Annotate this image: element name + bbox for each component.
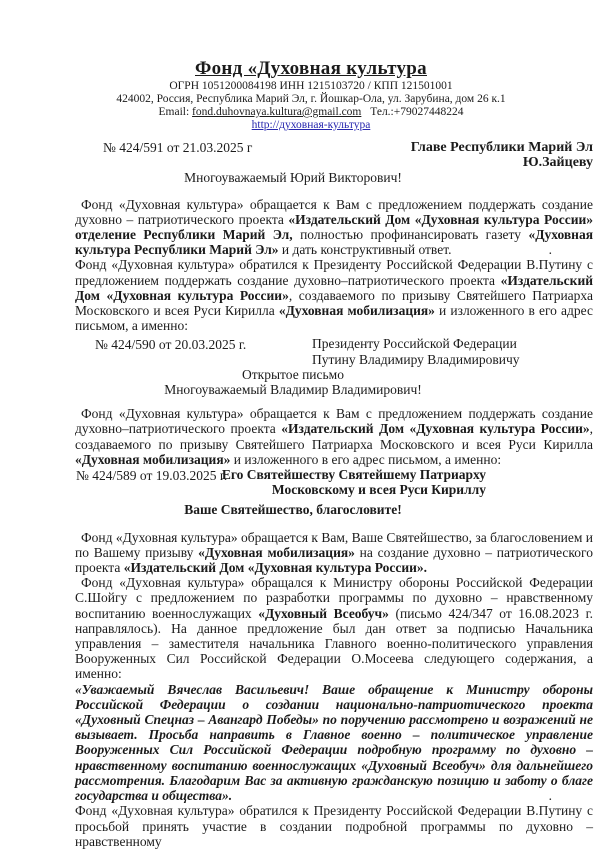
paragraph-4: Фонд «Духовная культура» обращается к Вам, Ваше Святейшество, за благословением и по Вашему призыву «Духовная мобилизация» на создание духовно – патриотического проекта «Издательский Дом «Духовная культура России».	[75, 529, 594, 576]
ref-number-3: № 424/589 от 19.03.2025 г.	[76, 468, 228, 484]
paragraph-1: . Фонд «Духовная культура» обращается к Вам с предложением поддержать создание духовно – патриотического проекта «Издательский Дом «Духовная культура России» отделение Республики Марий Эл, полностью профинансировать газету «Духовная культура Республики Марий Эл» и дать конструктивный ответ.	[75, 196, 593, 258]
paragraph-5: Фонд «Духовная культура» обращался к Министру обороны Российской Федерации С.Шойгу с предложением по разработки программы по духовно – нравственному воспитанию военнослужащих «Духовный Всеобуч» (письмо 424/347 от 16.08.2023 г. направлялось). На данное предложение был дан ответ за подписью Начальника управления – заместителя начальника Главного военно-политического управления Вооруженных Сил Российской Федерации О.Мосеева следующего содержания, а именно:	[75, 575, 594, 682]
ref-block-3	[75, 467, 593, 497]
addressee-3-line-2: Московскому и всея Руси Кириллу	[271, 482, 486, 498]
org-website-line	[75, 119, 547, 132]
quote-paragraph: . «Уважаемый Вячеслав Васильевич! Ваше обращение к Министру обороны Российской Федерации о создании национально-патриотического проекта «Духовный Спецназ – Авангард Победы» по поручению рассмотрено и возражений не вызывает. Просьба направить в Главное военно – политическое управление Вооруженных Сил Российской Федерации подробную программу по духовно – нравственному воспитанию военнослужащих «Духовный Всеобуч» для дальнейшего рассмотрения. Благодарим Вас за активную гражданскую позицию и заботу о благе государства и общества».	[75, 681, 593, 804]
letterhead	[75, 57, 593, 132]
addressee-3	[222, 467, 486, 497]
email-link[interactable]: fond.duhovnaya.kultura@gmail.com	[192, 106, 362, 118]
addressee-1	[411, 140, 593, 170]
org-address: 424002, Россия, Республика Марий Эл, г. Йошкар-Ола, ул. Зарубина, дом 26 к.1	[116, 93, 506, 105]
addressee-1-line-1: Главе Республики Марий Эл	[410, 140, 593, 155]
paragraph-7: Фонд «Духовная культура» обратился к Президенту Российской Федерации В.Путину с просьбой принять участие в создании подробной программы по духовно – нравственному	[75, 803, 593, 849]
salutation-1: Многоуважаемый Юрий Викторович!	[184, 170, 402, 186]
letter-type-line: Открытое письмо	[242, 366, 344, 382]
ref-number-2: № 424/590 от 20.03.2025 г.	[95, 337, 247, 353]
stray-dot-2: .	[548, 788, 552, 804]
phone-number: Тел.:+79027448224	[370, 106, 464, 118]
addressee-2	[312, 336, 520, 366]
website-link[interactable]: http://духовная-культура	[251, 119, 371, 131]
org-title: Фонд «Духовная культура	[195, 58, 427, 79]
addressee-1-line-2: Ю.Зайцеву	[522, 155, 593, 171]
addressee-2-line-1: Президенту Российской Федерации	[312, 336, 517, 352]
email-label: Email:	[158, 106, 190, 118]
ref-block-2	[75, 336, 593, 366]
addressee-2-line-2: Путину Владимиру Владимировичу	[312, 351, 520, 367]
ref-number-1: № 424/591 от 21.03.2025 г	[103, 140, 253, 155]
paragraph-3: Фонд «Духовная культура» обращается к Вам с предложением поддержать создание духовно–патриотического проекта «Издательский Дом «Духовная культура России», создаваемого по призыву Святейшего Патриарха Московского и всея Руси Кирилла «Духовная мобилизация» и изложенного в его адрес письмом, а именно:	[75, 406, 593, 467]
org-contacts	[75, 106, 547, 119]
addressee-3-line-1: Его Святейшеству Святейшему Патриарху	[221, 467, 486, 483]
org-registration: ОГРН 1051200084198 ИНН 1215103720 / КПП 121501001	[169, 80, 453, 92]
paragraph-2: Фонд «Духовная культура» обратился к Президенту Российской Федерации В.Путину с предложением поддержать создание духовно–патриотического проекта «Издательский Дом «Духовная культура России», создаваемого по призыву Святейшего Патриарха Московского и всея Руси Кирилла «Духовная мобилизация» и изложенного в его адрес письмом, а именно:	[75, 257, 593, 334]
ref-block-1	[75, 140, 593, 170]
stray-dot-1: .	[548, 242, 552, 258]
salutation-2: Многоуважаемый Владимир Владимирович!	[164, 382, 422, 398]
blessing-line: Ваше Святейшество, благословите!	[184, 502, 402, 518]
